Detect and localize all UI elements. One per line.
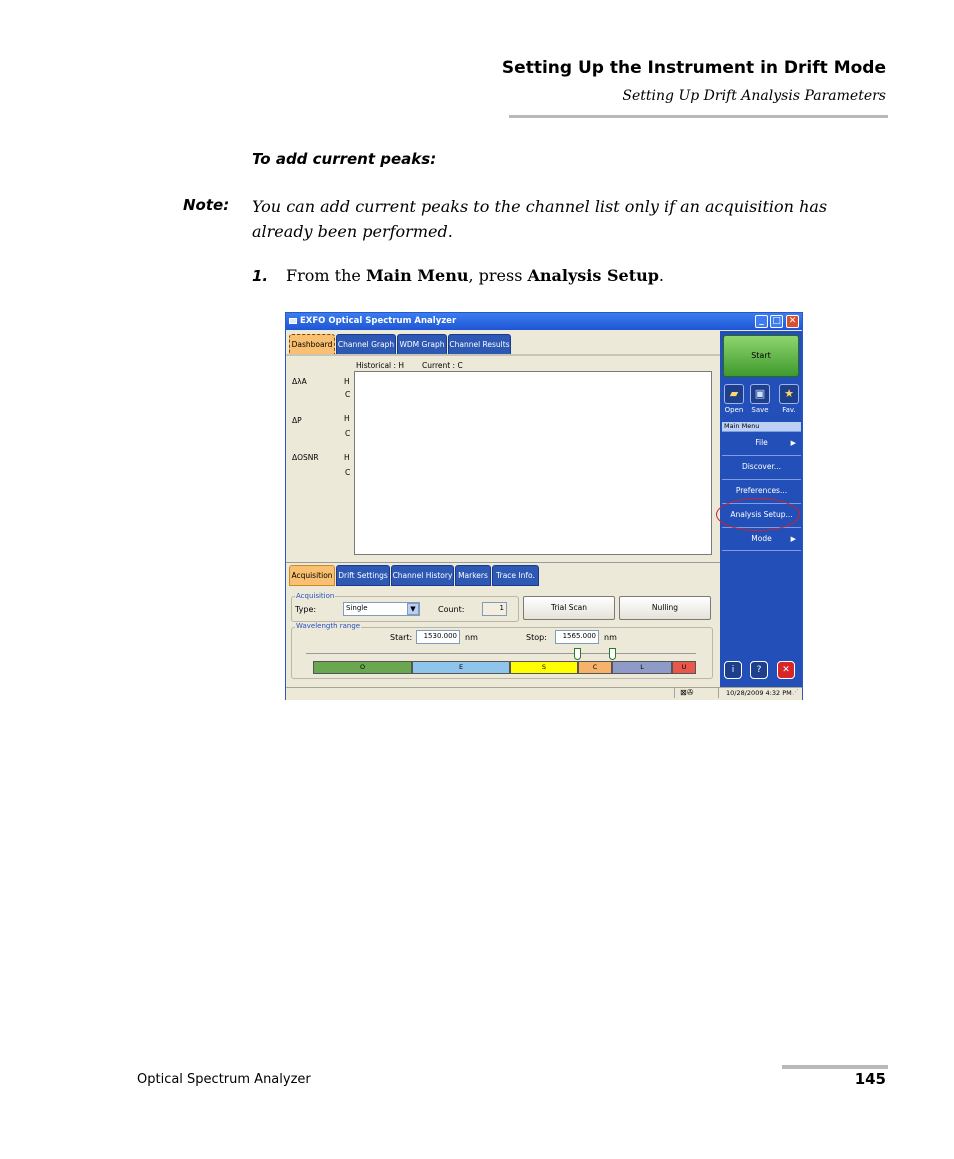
status-separator xyxy=(718,688,719,698)
tab-wdm-graph[interactable]: WDM Graph xyxy=(397,334,447,355)
running-header-subtitle: Setting Up Drift Analysis Parameters xyxy=(622,88,886,104)
band-o: O xyxy=(313,661,412,674)
info-icon[interactable]: i xyxy=(724,661,742,679)
footer-product-name: Optical Spectrum Analyzer xyxy=(137,1072,311,1087)
exit-icon[interactable]: ✕ xyxy=(777,661,795,679)
band-l: L xyxy=(612,661,672,674)
trial-scan-button[interactable]: Trial Scan xyxy=(523,596,615,620)
status-separator xyxy=(674,688,675,698)
start-button[interactable]: Start xyxy=(723,335,799,377)
status-bar xyxy=(286,687,802,700)
procedure-title: To add current peaks: xyxy=(252,150,437,168)
drift-graph-area[interactable] xyxy=(354,371,712,555)
open-label: Open xyxy=(724,406,744,414)
menu-item-label: Discover... xyxy=(741,462,782,471)
wavelength-range-title: Wavelength range xyxy=(296,622,361,630)
row-label-delta-lambda: ΔλA xyxy=(292,377,307,386)
app-window xyxy=(285,312,803,700)
tab-drift-settings[interactable]: Drift Settings xyxy=(336,565,390,586)
band-s: S xyxy=(510,661,578,674)
tab-trace-info[interactable]: Trace Info. xyxy=(492,565,539,586)
stop-label: Stop: xyxy=(526,633,547,642)
menu-item-label: Preferences... xyxy=(735,486,788,495)
tab-channel-results[interactable]: Channel Results xyxy=(448,334,511,355)
row-c: C xyxy=(345,429,351,438)
header-rule xyxy=(509,115,888,118)
range-slider-track[interactable] xyxy=(306,653,696,654)
start-unit: nm xyxy=(465,633,478,642)
start-label: Start: xyxy=(390,633,413,642)
start-slider-handle[interactable] xyxy=(574,648,581,660)
row-h: H xyxy=(344,377,350,386)
note-label: Note: xyxy=(183,196,230,214)
main-menu-header: Main Menu xyxy=(722,422,801,431)
star-icon[interactable]: ★ xyxy=(779,384,799,404)
tab-acquisition[interactable]: Acquisition xyxy=(289,565,335,586)
tab-row-divider xyxy=(286,354,720,356)
nulling-button[interactable]: Nulling xyxy=(619,596,711,620)
minimize-button[interactable]: _ xyxy=(755,315,768,328)
app-title-bar[interactable] xyxy=(286,313,802,330)
menu-item-file[interactable] xyxy=(722,431,801,455)
menu-divider xyxy=(722,550,801,551)
page-number: 145 xyxy=(854,1070,886,1088)
maximize-button[interactable]: □ xyxy=(770,315,783,328)
stop-unit: nm xyxy=(604,633,617,642)
tab-markers[interactable]: Markers xyxy=(455,565,491,586)
note-text: You can add current peaks to the channel list only if an acquisition has already been performed. xyxy=(252,197,828,241)
band-u: U xyxy=(672,661,696,674)
menu-item-label: Mode xyxy=(751,534,772,543)
count-label: Count: xyxy=(438,605,465,614)
help-icon[interactable]: ? xyxy=(750,661,768,679)
tab-channel-graph[interactable]: Channel Graph xyxy=(336,334,396,355)
count-field[interactable]: 1 xyxy=(482,602,507,616)
start-wavelength-field[interactable]: 1530.000 xyxy=(416,630,460,644)
stop-wavelength-field[interactable]: 1565.000 xyxy=(555,630,599,644)
fav-label: Fav. xyxy=(782,406,796,414)
status-icons: ⊠✇ xyxy=(680,688,694,697)
row-h: H xyxy=(344,414,350,423)
save-icon[interactable]: ▣ xyxy=(750,384,770,404)
arrow-right-icon: ▶ xyxy=(790,535,796,543)
menu-item-label: Analysis Setup... xyxy=(730,510,793,519)
row-label-delta-osnr: ΔOSNR xyxy=(292,453,319,462)
tab-channel-history[interactable]: Channel History xyxy=(391,565,454,586)
step-middle: , press xyxy=(468,266,528,285)
row-h: H xyxy=(344,453,350,462)
legend-historical: Historical : H xyxy=(356,361,405,370)
resize-grip-icon[interactable]: ⋰ xyxy=(792,688,799,696)
app-title: EXFO Optical Spectrum Analyzer xyxy=(300,316,457,326)
folder-icon[interactable]: ▰ xyxy=(724,384,744,404)
close-button[interactable]: ✕ xyxy=(786,315,799,328)
step-number: 1. xyxy=(252,267,269,285)
row-c: C xyxy=(345,390,351,399)
step-prefix: From the xyxy=(286,266,366,285)
menu-item-label: File xyxy=(755,438,768,447)
step-suffix: . xyxy=(658,266,664,285)
step-analysis-setup: Analysis Setup xyxy=(527,266,659,285)
row-c: C xyxy=(345,468,351,477)
running-header-title: Setting Up the Instrument in Drift Mode xyxy=(501,58,886,78)
step-text xyxy=(286,266,664,285)
tab-dashboard[interactable]: Dashboard xyxy=(289,334,335,355)
status-datetime: 10/28/2009 4:32 PM xyxy=(726,689,792,697)
stop-slider-handle[interactable] xyxy=(609,648,616,660)
chevron-down-icon[interactable]: ▼ xyxy=(407,603,419,615)
acquisition-group-title: Acquisition xyxy=(296,592,335,600)
arrow-right-icon: ▶ xyxy=(790,439,796,447)
type-label: Type: xyxy=(295,605,317,614)
step-main-menu: Main Menu xyxy=(365,266,469,285)
type-value: Single xyxy=(346,604,368,612)
menu-item-discover[interactable] xyxy=(722,455,801,479)
app-window-icon xyxy=(289,318,297,324)
footer-rule xyxy=(782,1065,888,1069)
legend-current: Current : C xyxy=(422,361,463,370)
row-label-delta-p: ΔP xyxy=(292,416,302,425)
highlight-circle xyxy=(716,498,800,531)
band-c: C xyxy=(578,661,612,674)
band-e: E xyxy=(412,661,510,674)
save-label: Save xyxy=(751,406,769,414)
